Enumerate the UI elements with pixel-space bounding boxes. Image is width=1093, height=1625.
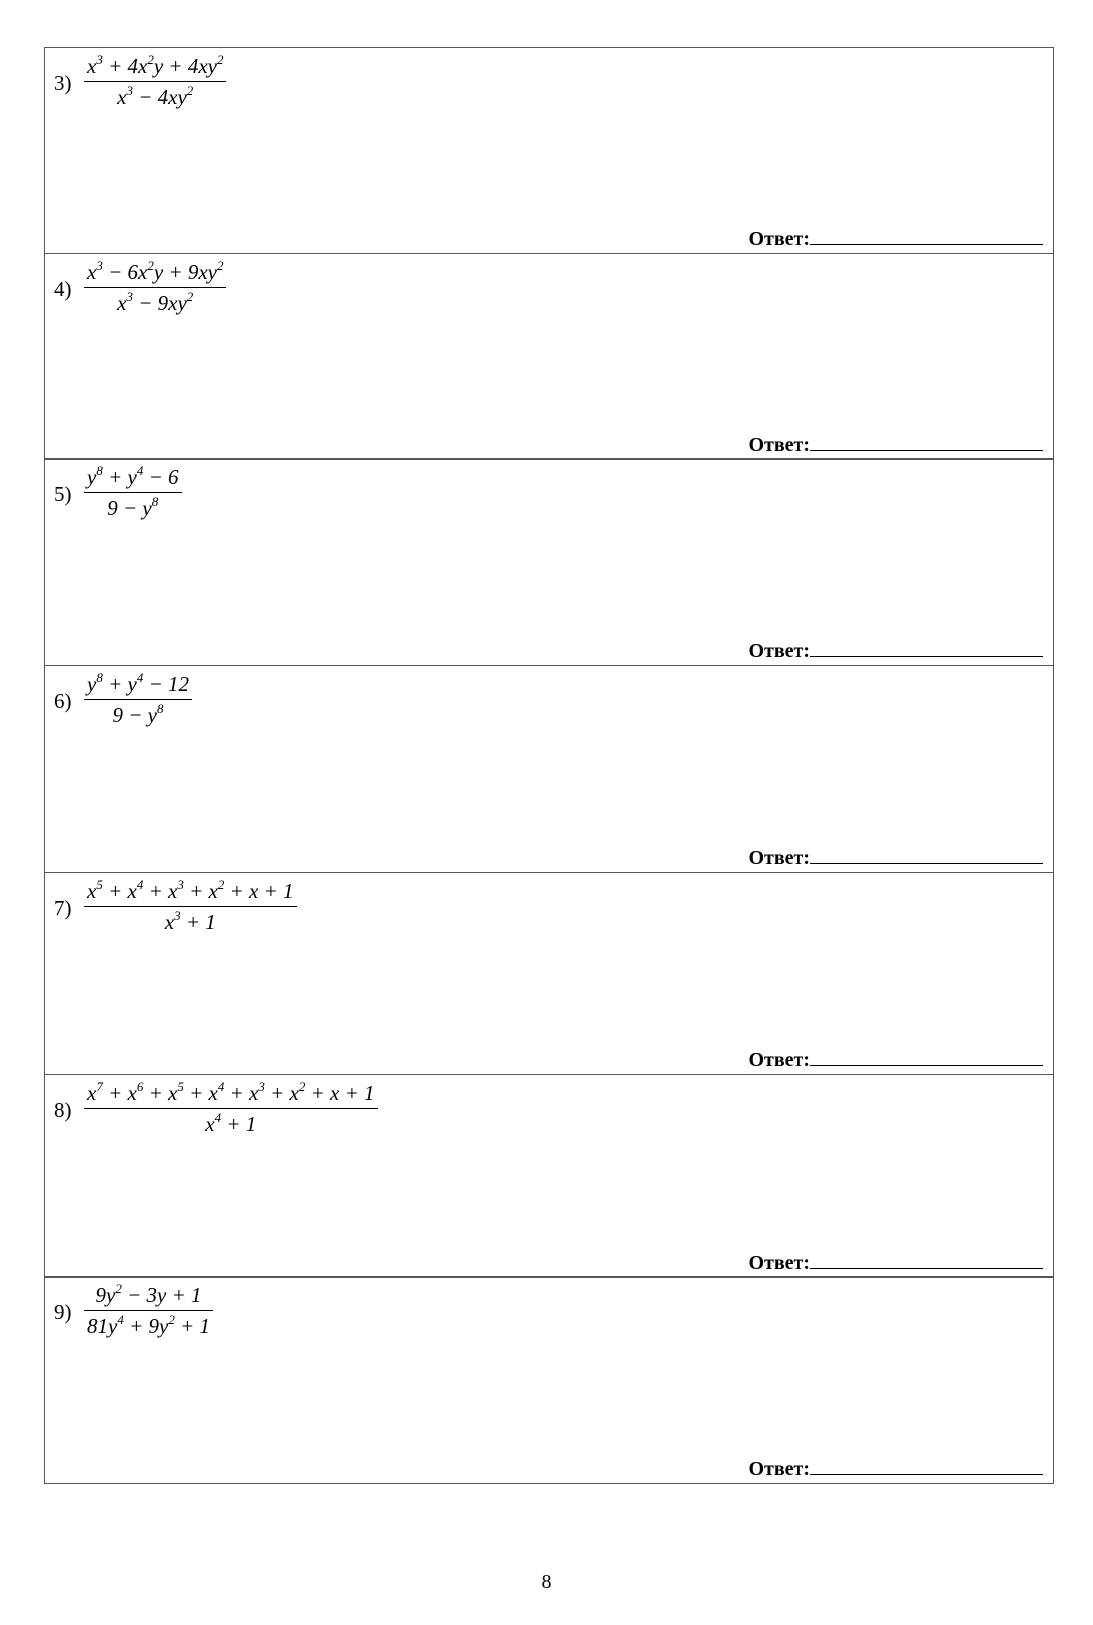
- answer-label: Ответ:: [748, 1251, 810, 1274]
- answer-label: Ответ:: [748, 228, 810, 250]
- numerator: $x^7 + x^6 + x^5 + x^4 + x^3 + x^2 + x + 1$: [84, 1079, 378, 1109]
- task-number: 5): [54, 482, 72, 507]
- answer-field: [748, 432, 1043, 457]
- answer-blank-line[interactable]: [810, 638, 1043, 657]
- answer-label: Ответ:: [748, 847, 810, 870]
- task-8: [44, 1074, 1054, 1278]
- numerator: $9y^2 - 3y + 1$: [84, 1281, 213, 1311]
- answer-blank-line[interactable]: [810, 1456, 1043, 1475]
- task-number: 3): [54, 71, 72, 95]
- denominator: $x^3 - 9xy^2$: [117, 288, 194, 315]
- answer-label: Ответ:: [748, 1458, 810, 1481]
- fraction-expression: [84, 670, 192, 729]
- answer-field: [748, 1047, 1043, 1072]
- denominator: $x^3 + 1$: [164, 907, 216, 934]
- answer-field: [748, 1250, 1043, 1275]
- numerator: $y^8 + y^4 - 12$: [84, 670, 192, 700]
- task-9: [44, 1276, 1054, 1484]
- denominator: $9 - y^8$: [107, 494, 159, 521]
- denominator: $9 - y^8$: [112, 701, 164, 728]
- answer-label: Ответ:: [748, 1048, 810, 1071]
- fraction-expression: [84, 877, 297, 936]
- fraction-expression: [84, 52, 226, 111]
- denominator: $x^4 + 1$: [205, 1109, 257, 1136]
- denominator: $81y^4 + 9y^2 + 1$: [87, 1312, 210, 1339]
- fraction-expression: [84, 258, 226, 317]
- task-3: [44, 47, 1054, 254]
- numerator: $y^8 + y^4 - 6$: [84, 463, 182, 493]
- task-number: 7): [54, 895, 72, 920]
- task-6: [44, 665, 1054, 873]
- task-7: [44, 872, 1054, 1075]
- answer-label: Ответ:: [748, 433, 810, 456]
- fraction-expression: [84, 463, 182, 522]
- task-number: 9): [54, 1300, 72, 1325]
- fraction-expression: [84, 1079, 378, 1138]
- answer-field: [748, 1456, 1043, 1481]
- answer-field: [748, 226, 1043, 251]
- answer-field: [748, 845, 1043, 870]
- numerator: $x^3 + 4x^2y + 4xy^2$: [84, 52, 226, 82]
- fraction-expression: [84, 1281, 213, 1340]
- answer-label: Ответ:: [748, 640, 810, 663]
- task-4: [44, 253, 1054, 460]
- numerator: $x^3 - 6x^2y + 9xy^2$: [84, 258, 226, 288]
- answer-blank-line[interactable]: [810, 1250, 1043, 1269]
- task-5: [44, 458, 1054, 666]
- task-number: 8): [54, 1097, 72, 1122]
- answer-blank-line[interactable]: [810, 845, 1043, 864]
- answer-blank-line[interactable]: [810, 432, 1043, 451]
- denominator: $x^3 - 4xy^2$: [117, 83, 194, 109]
- answer-blank-line[interactable]: [810, 226, 1043, 245]
- answer-blank-line[interactable]: [810, 1047, 1043, 1066]
- page-number: 8: [541, 1571, 552, 1593]
- answer-field: [748, 638, 1043, 663]
- numerator: $x^5 + x^4 + x^3 + x^2 + x + 1$: [84, 877, 297, 907]
- task-number: 6): [54, 689, 72, 714]
- tasks-table: [44, 47, 1054, 1484]
- task-number: 4): [54, 276, 72, 301]
